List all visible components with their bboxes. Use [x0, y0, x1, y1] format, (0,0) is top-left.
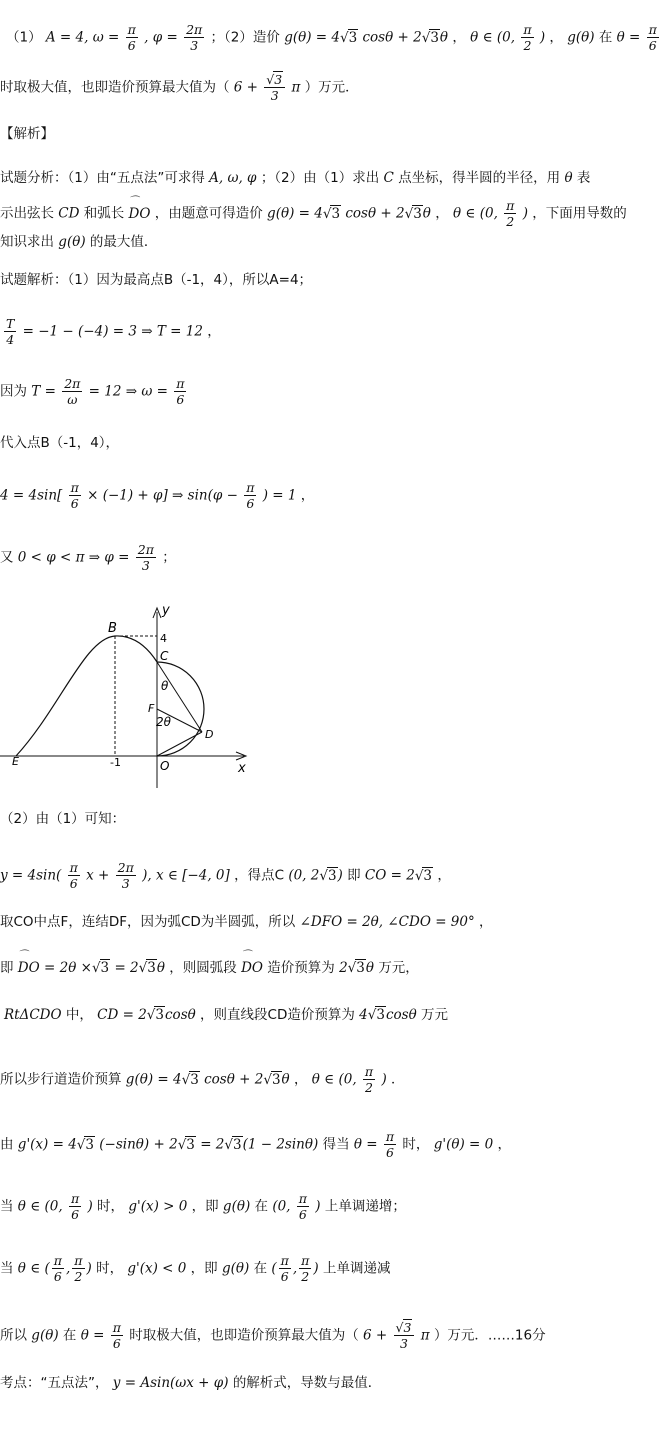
radicand: 3 [155, 1007, 164, 1023]
text: 由 [0, 1136, 14, 1153]
text: 即 [0, 960, 14, 976]
analysis-line-1 [0, 172, 590, 186]
fraction: $\frac{2\pi}{3}$ [137, 542, 154, 573]
text: ）万元． [304, 79, 359, 96]
formula: 6 + [233, 79, 258, 96]
formula: θ ∈ (0, [470, 29, 516, 46]
label-4: 4 [160, 632, 167, 645]
formula: CD = 2 [97, 1007, 147, 1023]
text: ，即 [190, 1260, 218, 1277]
text: 示出弦长 [0, 205, 54, 222]
radicand: 3 [271, 1071, 281, 1088]
fraction: $\frac{\pi}{6}$ [70, 1191, 80, 1222]
solution-line-11: RtΔCDO 中， CD = 2√3cosθ ，则直线段CD造价预算为 4√3cosθ 万元 [4, 1007, 449, 1023]
text: ，由题意可得造价 [154, 205, 263, 222]
fraction: $\frac{\pi}{6}$ [53, 1253, 62, 1284]
label-E: E [12, 755, 19, 768]
fraction: $\frac{T}{4}$ [6, 316, 15, 347]
formula: g(θ) = 4 [284, 29, 340, 46]
text: 时， [97, 1198, 125, 1215]
solution-line-8: y = 4sin( $\frac{\pi}{6}$ x + $\frac{2\pi}{3}$ ), x ∈ [−4, 0] ，得点C (0, 2√3) 即 CO = 2√3 ， [0, 860, 451, 891]
formula: ) [313, 1260, 319, 1277]
formula: cosθ + 2 [362, 29, 422, 46]
formula: g(θ) [221, 1260, 250, 1277]
answer-line-2 [0, 72, 359, 103]
label-D: D [205, 728, 214, 741]
text: ， [293, 1071, 308, 1088]
formula: A = 4, ω = [45, 29, 120, 46]
formula: g(θ) [222, 1198, 251, 1215]
fraction: $\frac{2\pi}{3}$ [117, 860, 134, 891]
formula: (1 − 2sinθ) [242, 1136, 319, 1153]
fraction: $\frac{\pi}{6}$ [298, 1191, 307, 1222]
formula: ) [539, 29, 546, 46]
text: 在 [62, 1327, 77, 1344]
formula: g'(x) < 0 [127, 1260, 187, 1277]
text: 万元， [378, 960, 419, 976]
text: 表 [576, 170, 591, 186]
formula: g'(x) > 0 [128, 1198, 188, 1215]
formula: (0, 2 [288, 867, 320, 884]
text: ， [437, 867, 451, 884]
fraction: $\frac{\pi}{6}$ [70, 480, 79, 511]
formula: C [383, 170, 394, 186]
formula: θ ∈ (0, [311, 1071, 357, 1088]
radicand: 3 [190, 1071, 199, 1088]
solution-line-12: 所以步行道造价预算 g(θ) = 4√3 cosθ + 2√3θ ， θ ∈ (0, $\frac{\pi}{2}$ ) ． [0, 1064, 405, 1095]
formula: T = [31, 383, 56, 400]
text: 所以 [0, 1327, 27, 1344]
fraction: $\frac{\pi}{6}$ [246, 480, 255, 511]
text: ， [207, 323, 221, 340]
radicand: 3 [348, 29, 358, 46]
label-F: F [148, 702, 155, 715]
solution-line-3 [0, 376, 188, 407]
fraction: $\frac{\pi}{6}$ [176, 376, 185, 407]
formula: g(θ) = 4 [125, 1071, 182, 1088]
radicand: 3 [413, 205, 422, 222]
label-O: O [160, 759, 170, 773]
formula: 0 < φ < π ⇒ φ = [17, 549, 130, 566]
formula: ) [522, 205, 528, 222]
formula: × (−1) + φ] ⇒ sin(φ − [87, 487, 238, 504]
sine-curve [16, 636, 157, 756]
radicand: 3 [327, 867, 337, 884]
formula: θ [564, 170, 573, 186]
text: 中， [65, 1007, 93, 1023]
solution-line-16 [0, 1320, 546, 1351]
formula: cosθ + 2 [204, 1071, 264, 1088]
radicand: 3 [147, 960, 156, 976]
arc-formula: ⌒ DO [17, 950, 40, 976]
text: 考点：“五点法”， [0, 1375, 109, 1391]
text: 点坐标，得半圆的半径，用 [398, 170, 561, 186]
formula: 4 [359, 1007, 368, 1023]
formula: ), x ∈ [−4, 0] [142, 867, 230, 884]
formula: (0, [272, 1198, 291, 1215]
solution-line-2 [2, 316, 221, 347]
analysis-heading [0, 128, 54, 142]
formula: ) [86, 1260, 92, 1277]
formula: = −1 − (−4) = 3 ⇒ T = 12 [22, 323, 203, 340]
geometry-figure [0, 598, 260, 790]
solution-line-9 [0, 916, 493, 930]
fraction: $\frac{\pi}{2}$ [506, 198, 515, 229]
label-2theta: 2θ [156, 715, 171, 729]
solution-line-15 [0, 1253, 390, 1284]
formula: π [291, 79, 301, 96]
text: ）万元．……16分 [433, 1327, 546, 1344]
formula: ) [315, 1198, 321, 1215]
label-theta: θ [161, 679, 169, 693]
fraction: $\frac{\pi}{6}$ [280, 1253, 289, 1284]
formula: RtΔCDO [4, 1007, 62, 1023]
text: 试题分析：（1）由“五点法”可求得 [0, 170, 205, 186]
label-minus1: -1 [110, 756, 121, 769]
analysis-line-3 [0, 236, 157, 250]
text: （1） [6, 29, 42, 46]
formula: cosθ [165, 1007, 196, 1023]
fraction: $\frac{\pi}{2}$ [364, 1064, 374, 1095]
segment-OD [157, 732, 202, 756]
text: ， [452, 29, 466, 46]
radicand: 3 [376, 1007, 385, 1023]
formula: ( [271, 1260, 277, 1277]
formula: CO = 2 [364, 867, 415, 884]
text: 当 [0, 1198, 14, 1215]
radicand: 3 [186, 1136, 195, 1153]
formula: g'(θ) = 0 [433, 1136, 494, 1153]
label-C: C [160, 649, 169, 663]
formula: ∠DFO = 2θ, ∠CDO = 90° [299, 914, 475, 930]
formula: θ = [616, 29, 641, 46]
sqrt-sign: √ [421, 29, 431, 46]
fraction: $\frac{\pi}{2}$ [74, 1253, 83, 1284]
fraction: $\frac{√3}{3}$ [394, 1320, 415, 1351]
text: 时， [402, 1136, 430, 1153]
text: 因为 [0, 383, 27, 400]
answer-line-1 [6, 22, 661, 53]
formula: ) [337, 867, 343, 884]
text: ，下面用导数的 [532, 205, 627, 222]
formula: θ [422, 205, 431, 222]
text: ， [435, 205, 449, 222]
solution-line-7 [0, 813, 125, 827]
label-B: B [108, 621, 117, 636]
text: 得当 [322, 1136, 350, 1153]
formula: θ [365, 960, 375, 976]
sqrt-sign: √ [339, 29, 349, 46]
radicand: 3 [100, 960, 110, 976]
solution-line-5 [0, 480, 314, 511]
radicand: 3 [423, 867, 433, 884]
fraction: $\frac{\pi}{6}$ [385, 1129, 395, 1160]
text: 即 [347, 867, 361, 884]
text: 又 [0, 549, 14, 566]
comma: , [292, 1260, 298, 1277]
text: 万元 [421, 1007, 449, 1023]
formula: = 2θ × [44, 960, 92, 976]
text: 上单调递增； [324, 1198, 406, 1215]
key-points-line [0, 1377, 381, 1391]
comma: , [66, 1260, 71, 1277]
formula: , φ = [144, 29, 178, 46]
text: 所以步行道造价预算 [0, 1071, 122, 1088]
formula: θ ∈ (0, [453, 205, 498, 222]
formula: θ [156, 960, 165, 976]
text: ，即 [191, 1198, 219, 1215]
text: ． [391, 1071, 405, 1088]
fraction: $\frac{\pi}{2}$ [523, 22, 532, 53]
text: 和弧长 [83, 205, 125, 222]
radicand: 3 [85, 1136, 94, 1153]
formula: ) = 1 [262, 487, 297, 504]
formula: y = 4sin( [0, 867, 62, 884]
text: 的解析式，导数与最值． [232, 1375, 382, 1391]
formula: cosθ + 2 [345, 205, 405, 222]
radicand: 3 [430, 29, 439, 46]
fraction: $\frac{√3}{3}$ [264, 72, 285, 103]
text: ，得点C [234, 867, 285, 884]
text: 时取极大值，也即造价预算最大值为（ [129, 1327, 359, 1344]
radicand: 3 [331, 205, 341, 222]
text: ， [479, 914, 493, 930]
label-x: x [238, 761, 246, 776]
fraction: $\frac{\pi}{2}$ [301, 1253, 310, 1284]
formula: 4 = 4sin[ [0, 487, 63, 504]
formula: CD [58, 205, 80, 222]
fraction: $\frac{\pi}{6}$ [648, 22, 657, 53]
formula: θ = [353, 1136, 378, 1153]
formula: A, ω, φ [209, 170, 257, 186]
text: ；（2）造价 [210, 29, 280, 46]
formula: θ [439, 29, 449, 46]
text: 知识求出 [0, 234, 54, 250]
arc-formula: ⌒ DO [128, 195, 151, 222]
formula: π [420, 1327, 430, 1344]
radicand: 3 [356, 960, 365, 976]
formula: g(θ) [567, 29, 595, 46]
formula: g(θ) [58, 234, 86, 250]
text: ，则直线段CD造价预算为 [200, 1007, 355, 1023]
text: 当 [0, 1260, 14, 1277]
text: ，则圆弧段 [169, 960, 237, 976]
semicircle-arc [157, 662, 204, 756]
text: ， [300, 487, 315, 504]
formula: ) [381, 1071, 387, 1088]
formula: θ ∈ (0, [17, 1198, 63, 1215]
text: ， [497, 1136, 512, 1153]
formula: 6 + [363, 1327, 388, 1344]
solution-line-6 [0, 542, 176, 573]
text: 时， [96, 1260, 124, 1277]
text: 试题解析：（1）因为最高点B（-1，4），所以A=4； [0, 272, 313, 288]
text: （2）由（1）可知： [0, 811, 126, 827]
text: 取CO中点F，连结DF，因为弧CD为半圆弧，所以 [0, 914, 296, 930]
solution-line-13: 由 g'(x) = 4√3 (−sinθ) + 2√3 = 2√3(1 − 2sinθ) 得当 θ = $\frac{\pi}{6}$ 时， g'(θ) = 0 ， [0, 1129, 512, 1160]
formula: cosθ [385, 1007, 417, 1023]
text: ；（2）由（1）求出 [260, 170, 380, 186]
formula: (−sinθ) + 2 [99, 1136, 178, 1153]
solution-line-1 [0, 274, 312, 288]
text: 造价预算为 [267, 960, 335, 976]
text: ； [162, 549, 176, 566]
solution-line-4 [0, 437, 119, 451]
fraction: $\frac{\pi}{6}$ [127, 22, 136, 53]
fraction: $\frac{\pi}{6}$ [112, 1320, 121, 1351]
radicand: 3 [233, 1136, 242, 1153]
text: ， [549, 29, 563, 46]
text: 在 [598, 29, 613, 46]
analysis-line-2: 示出弦长 CD 和弧长 ⌒ DO ，由题意可得造价 g(θ) = 4√3 cosθ + 2√3θ ， θ ∈ (0, $\frac{\pi}{2}$ ) ，下面用导数的 [0, 195, 627, 229]
fraction: $\frac{2\pi}{3}$ [186, 22, 203, 53]
formula: = 12 ⇒ ω = [88, 383, 168, 400]
formula: = 2 [200, 1136, 225, 1153]
formula: y = Asin(ωx + φ) [112, 1375, 229, 1391]
formula: 2 [339, 960, 348, 976]
formula: = 2 [114, 960, 139, 976]
text: 时取极大值，也即造价预算最大值为（ [0, 79, 230, 96]
solution-line-10: 即 ⌒ DO = 2θ ×√3 = 2√3θ ，则圆弧段 ⌒ DO 造价预算为 2√3θ 万元， [0, 950, 419, 976]
formula: g(θ) = 4 [267, 205, 323, 222]
solution-line-14 [0, 1191, 406, 1222]
text: 的最大值． [89, 234, 158, 250]
label-y: y [162, 603, 170, 618]
formula: θ [281, 1071, 290, 1088]
formula: x + [86, 867, 110, 884]
formula: g'(x) = 4 [17, 1136, 77, 1153]
formula: g(θ) [31, 1327, 59, 1344]
formula: θ = [80, 1327, 105, 1344]
fraction: $\frac{2\pi}{\omega}$ [64, 376, 81, 407]
formula: θ ∈ ( [17, 1260, 50, 1277]
fraction: $\frac{\pi}{6}$ [69, 860, 78, 891]
text: 在 [254, 1198, 269, 1215]
text: 代入点B（-1，4）， [0, 435, 120, 451]
formula: ) [87, 1198, 93, 1215]
text: 在 [253, 1260, 268, 1277]
text: 上单调递减 [322, 1260, 391, 1277]
arc-formula: ⌒ DO [241, 950, 263, 976]
heading-text: 【解析】 [0, 126, 54, 142]
